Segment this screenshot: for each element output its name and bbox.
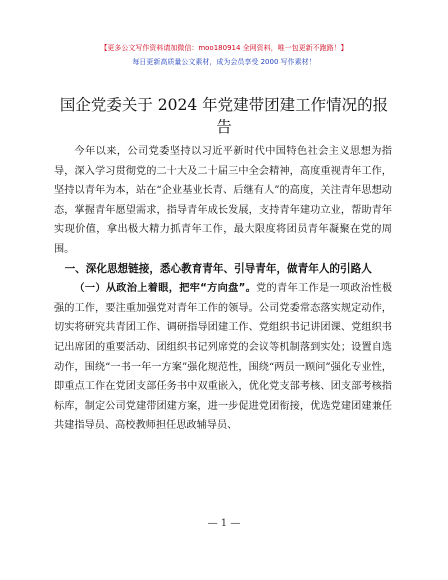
page-number: — 1 —	[207, 518, 241, 529]
promo-banner-line-2: 每日更新高质量公文素材，成为会员享受 2000 写作素材！	[132, 58, 316, 66]
subsection-label: （一）从政治上着眼，把牢“方向盘”。	[74, 283, 257, 295]
document-title: 国企党委关于 2024 年党建带团建工作情况的报告	[59, 96, 389, 136]
subsection-text: 党的青年工作是一项政治性极强的工作，要注重加强党对青年工作的领导。公司党委常态落实规定动作，切实将研究共青团工作、调研指导团建工作、党组织书记讲团课、党组织书记出席团的重要活动、团组织书记列席党的会议等机制落到实处；设置自选动作，围绕“一书一年一方案”强化规范性，围绕“两员一顾问”强化专业性，即重点工作在党团支部任务书中双重嵌入，优化党支部考核、团支部考核指标库，制定公司党建带团建方案，进一步促进党团衔接，优选党建团建兼任共建指导员、高校教师担任思政辅导员、	[54, 283, 393, 432]
intro-paragraph: 今年以来，公司党委坚持以习近平新时代中国特色社会主义思想为指导，深入学习贯彻党的二十大及二十届三中全会精神，高度重视青年工作，坚持以青年为本，站在“企业基业长青、后继有人”的高度，关注青年思想动态，掌握青年愿望需求，指导青年成长发展，支持青年建功立业，帮助青年实现价值，拿出极大精力抓青年工作，最大限度将团员青年凝聚在党的周围。	[54, 146, 392, 255]
promo-banner-line-1: 【更多公文写作资料请加微信：moo180914 全网资料，唯一包更新不跑路！】	[100, 44, 348, 52]
section-heading: 一、深化思想链接，悉心教育青年、引导青年，做青年人的引路人	[64, 262, 372, 275]
subsection-paragraph	[54, 279, 392, 436]
document-body	[54, 142, 392, 436]
